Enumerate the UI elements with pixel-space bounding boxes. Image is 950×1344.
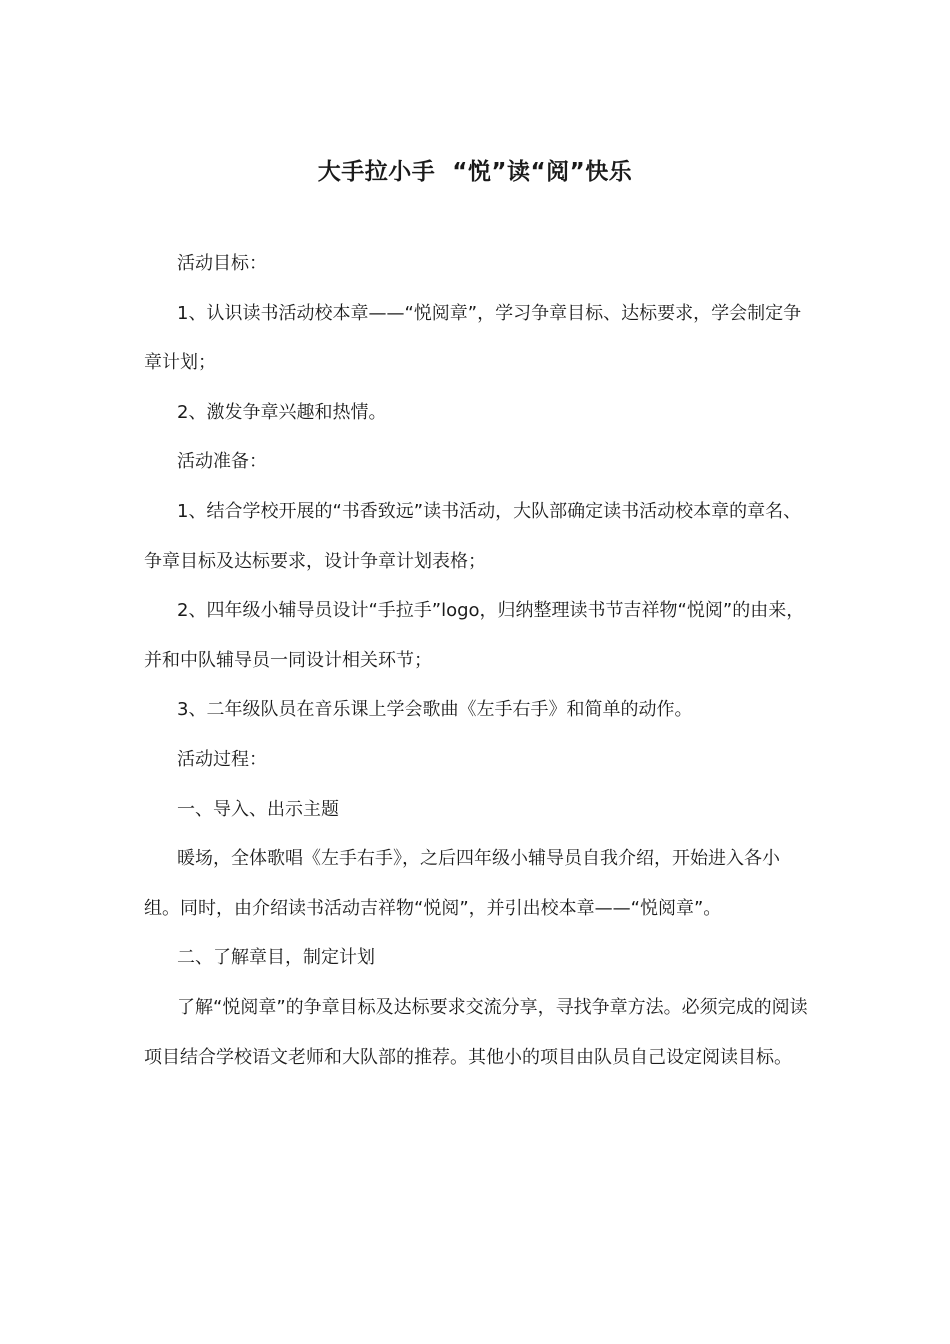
paragraph: 了解“悦阅章”的争章目标及达标要求交流分享，寻找争章方法。必须完成的阅读项目结合学校语文老师和大队部的推荐。其他小的项目由队员自己设定阅读目标。 (144, 996, 808, 1068)
paragraph: 3、二年级队员在音乐课上学会歌曲《左手右手》和简单的动作。 (177, 699, 693, 721)
paragraph: 活动过程： (177, 748, 267, 770)
document-body (144, 239, 812, 1082)
paragraph: 1、结合学校开展的“书香致远”读书活动，大队部确定读书活动校本章的章名、争章目标及达标要求，设计争章计划表格； (144, 500, 802, 572)
paragraph: 活动准备： (177, 451, 267, 473)
paragraph: 1、认识读书活动校本章——“悦阅章”，学习争章目标、达标要求，学会制定争章计划； (144, 302, 802, 374)
paragraph: 活动目标： (177, 253, 267, 274)
paragraph: 2、激发争章兴趣和热情。 (177, 401, 387, 423)
paragraph: 2、四年级小辅导员设计“手拉手”logo，归纳整理读书节吉祥物“悦阅”的由来，并和中队辅导员一同设计相关环节； (144, 600, 805, 671)
paragraph: 一、导入、出示主题 (177, 798, 339, 820)
document-title: 大手拉小手 “悦”读“阅”快乐 (317, 159, 633, 185)
paragraph: 二、了解章目，制定计划 (177, 947, 375, 969)
paragraph: 暖场，全体歌唱《左手右手》，之后四年级小辅导员自我介绍，开始进入各小组。同时，由介绍读书活动吉祥物“悦阅”，并引出校本章——“悦阅章”。 (144, 848, 780, 919)
